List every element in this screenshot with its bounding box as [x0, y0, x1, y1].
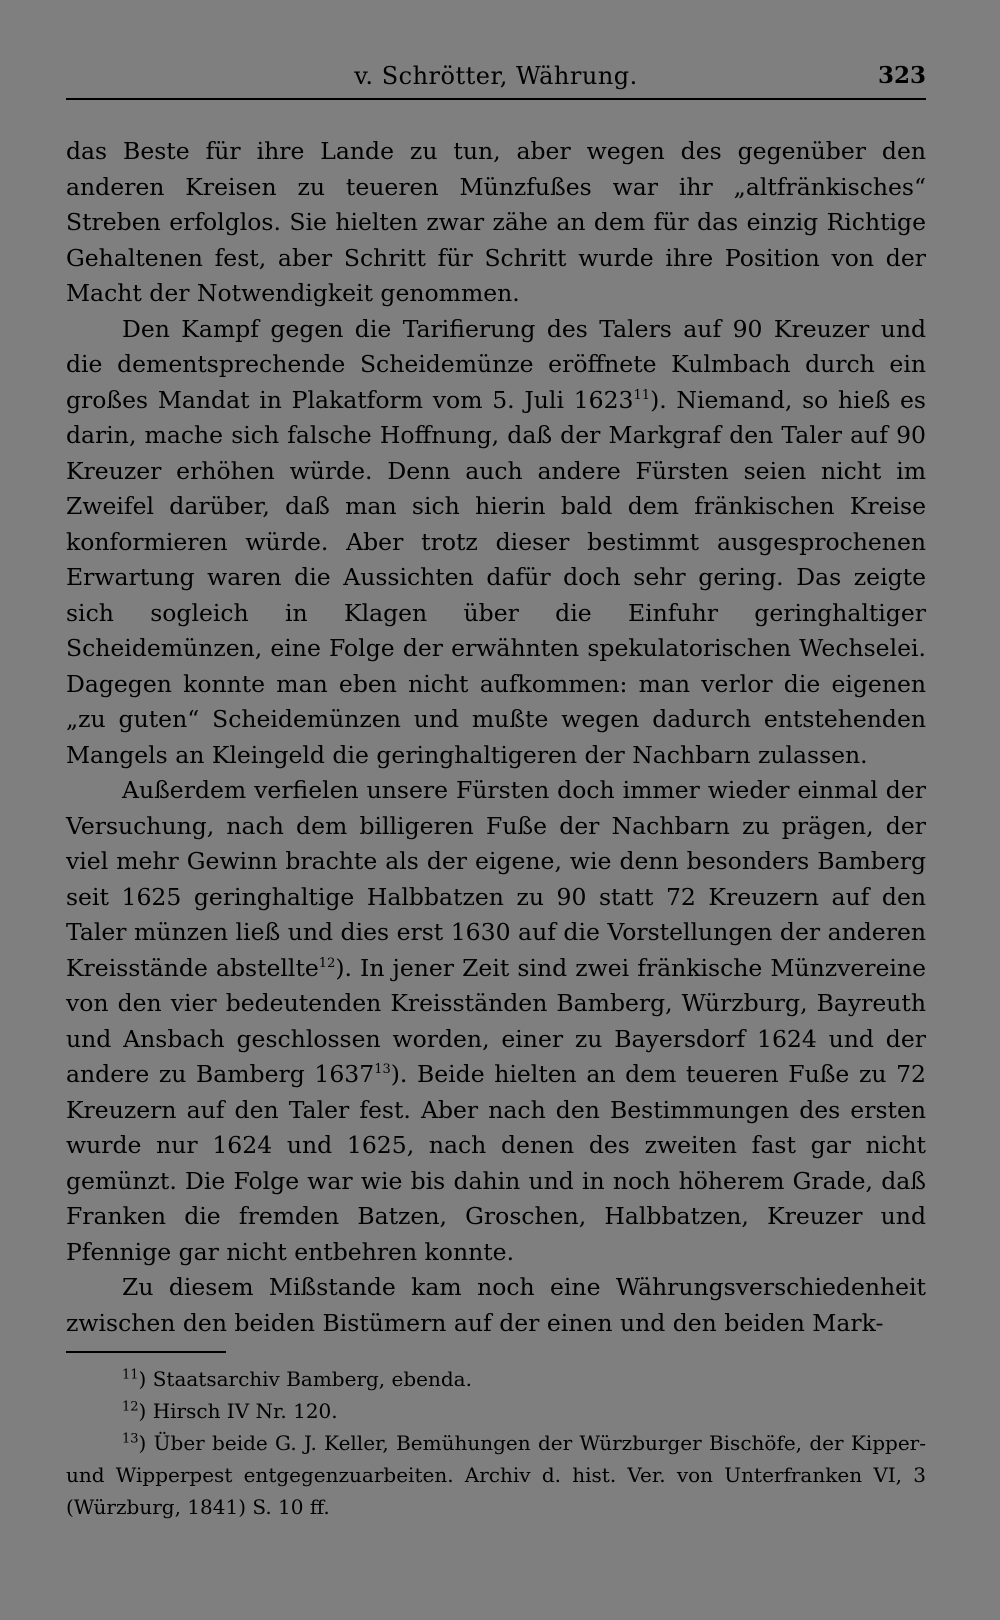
paragraph — [66, 312, 926, 774]
paragraph — [66, 1270, 926, 1341]
footnote-reference: 13 — [374, 1062, 391, 1078]
page-number: 323 — [877, 62, 926, 89]
paragraph-text: Außerdem verfielen unsere Fürsten doch immer wieder einmal der Versuchung, nach dem billigeren Fuße der Nachbarn zu prägen, der viel mehr Gewinn brachte als der eigene, wie denn besonders Bamberg seit 1625 geringhaltige Halbbatzen zu 90 statt 72 Kreuzern auf den Taler münzen ließ und dies erst 1630 auf die Vorstellungen der anderen Kreisstände abstellte — [66, 776, 926, 982]
paragraph-text: Den Kampf gegen die Tarifierung des Talers auf 90 Kreuzer und die dementsprechende Scheidemünze eröffnete Kulmbach durch ein großes Mandat in Plakatform vom 5. Juli 1623 — [66, 314, 926, 414]
footnote — [66, 1363, 926, 1395]
running-head-title: v. Schrötter, Währung. — [354, 62, 638, 90]
body-text — [66, 134, 926, 1341]
footnotes — [66, 1363, 926, 1523]
footnote-separator — [66, 1351, 226, 1353]
footnote — [66, 1395, 926, 1427]
paragraph — [66, 773, 926, 1270]
footnote-text: ) Über beide G. J. Keller, Bemühungen der Würzburger Bischöfe, der Kipper- und Wipperpest entgegenzuarbeiten. Archiv d. hist. Ver. von Unterfranken VI, 3 (Würzburg, 1841) S. 10 ff. — [66, 1431, 926, 1519]
paragraph-text: ). In jener Zeit sind zwei fränkische Münzvereine von den vier bedeutenden Kreisständen Bamberg, Würzburg, Bayreuth und Ansbach geschlossen worden, einer zu Bayersdorf 1624 und der andere zu Bamberg 1637 — [66, 953, 926, 1088]
footnote-text: ) Hirsch IV Nr. 120. — [138, 1399, 338, 1423]
footnote-reference: 12 — [318, 955, 336, 971]
paragraph-text: ). Beide hielten an dem teueren Fuße zu 72 Kreuzern auf den Taler fest. Aber nach den Bestimmungen des ersten wurde nur 1624 und 1625, nach denen des zweiten fast gar nicht gemünzt. Die Folge war wie bis dahin und in noch höherem Grade, daß Franken die fremden Batzen, Groschen, Halbbatzen, Kreuzer und Pfennige gar nicht entbehren konnte. — [66, 1060, 926, 1266]
running-head — [66, 52, 926, 100]
paragraph-text: das Beste für ihre Lande zu tun, aber wegen des gegenüber den anderen Kreisen zu teueren Münzfußes war ihr „altfränkisches“ Streben erfolglos. Sie hielten zwar zähe an dem für das einzig Richtige Gehaltenen fest, aber Schritt für Schritt wurde ihre Position von der Macht der Notwendigkeit genommen. — [66, 137, 926, 307]
footnote-reference: 11 — [633, 387, 651, 403]
paragraph-text: Zu diesem Mißstande kam noch eine Währungsverschiedenheit zwischen den beiden Bistümern auf der einen und den beiden Mark- — [66, 1273, 926, 1337]
footnote-text: ) Staatsarchiv Bamberg, ebenda. — [138, 1367, 472, 1391]
paragraph-text: ). Niemand, so hieß es darin, mache sich falsche Hoffnung, daß der Markgraf den Taler auf 90 Kreuzer erhöhen würde. Denn auch andere Fürsten seien nicht im Zweifel darüber, daß man sich hierin bald dem fränkischen Kreise konformieren würde. Aber trotz dieser bestimmt ausgesprochenen Erwartung waren die Aussichten dafür doch sehr gering. Das zeigte sich sogleich in Klagen über die Einfuhr geringhaltiger Scheidemünzen, eine Folge der erwähnten spekulatorischen Wechselei. Dagegen konnte man eben nicht aufkommen: man verlor die eigenen „zu guten“ Scheidemünzen und mußte wegen dadurch entstehenden Mangels an Kleingeld die geringhaltigeren der Nachbarn zulassen. — [66, 385, 926, 769]
footnote-marker: 13 — [122, 1431, 139, 1447]
paragraph — [66, 134, 926, 312]
footnote-marker: 11 — [122, 1367, 139, 1383]
footnote-marker: 12 — [122, 1399, 139, 1415]
book-page — [66, 52, 926, 1523]
footnote — [66, 1427, 926, 1523]
